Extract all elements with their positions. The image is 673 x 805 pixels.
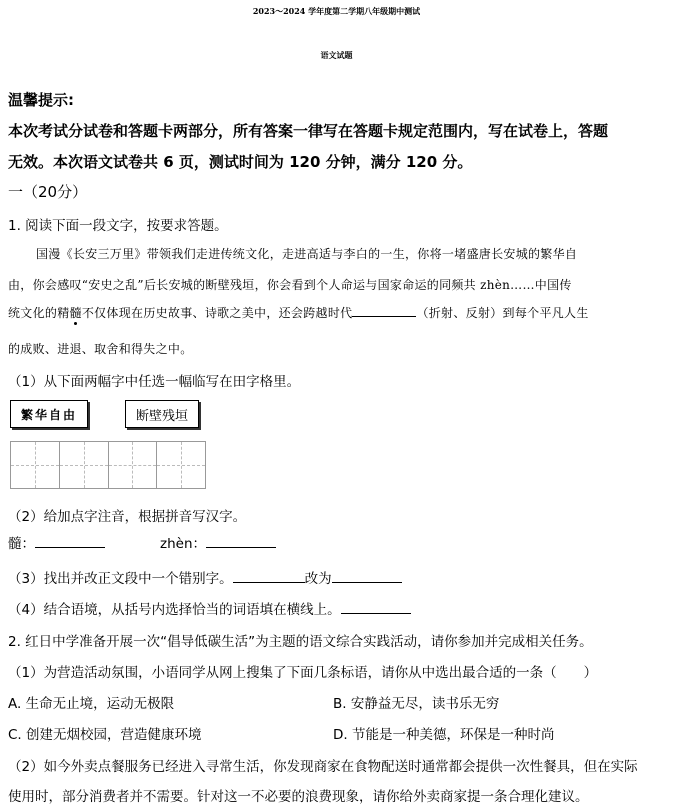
answer-blank-correct-char[interactable] bbox=[332, 569, 402, 583]
passage-line-3 bbox=[8, 303, 589, 321]
dotted-character: 髓 bbox=[69, 306, 82, 320]
calligraphy-sample-2: 断壁残垣 bbox=[125, 400, 199, 428]
passage-answer-blank[interactable] bbox=[352, 303, 416, 317]
answer-blank-word[interactable] bbox=[341, 600, 411, 614]
exam-subtitle: 语文试题 bbox=[320, 50, 353, 60]
q1-sub1-text: （1）从下面两幅字中任选一幅临写在田字格里。 bbox=[8, 374, 301, 390]
notice-heading: 温馨提示: bbox=[8, 91, 74, 109]
answer-blank-sui[interactable] bbox=[35, 534, 105, 548]
grid-cell[interactable] bbox=[60, 442, 109, 488]
grid-cell[interactable] bbox=[11, 442, 60, 488]
option-a[interactable]: A. 生命无止境，运动无极限 bbox=[8, 696, 175, 712]
q2-sub2-line-2: 使用时，部分消费者并不需要。针对这一不必要的浪费现象，请你给外卖商家提一条合理化建议。 bbox=[8, 789, 589, 805]
option-b[interactable]: B. 安静益无尽，读书乐无穷 bbox=[333, 696, 500, 712]
q1-sub4-text: （4）结合语境，从括号内选择恰当的词语填在横线上。 bbox=[8, 602, 341, 618]
passage-line-4: 的成败、进退、取舍和得失之中。 bbox=[8, 342, 193, 356]
passage-line-1: 国漫《长安三万里》带领我们走进传统文化，走进高适与李白的一生，你将一堵盛唐长安城的繁华自 bbox=[36, 247, 578, 261]
grid-cell[interactable] bbox=[157, 442, 205, 488]
tianzige-grid[interactable] bbox=[10, 441, 206, 489]
calligraphy-sample-1: 繁华自由 bbox=[10, 400, 88, 428]
q2-sub2-line-1: （2）如今外卖点餐服务已经进入寻常生活，你发现商家在食物配送时通常都会提供一次性餐具，但在实际 bbox=[8, 759, 638, 775]
q1-sub3-text: （3）找出并改正文段中一个错别字。 bbox=[8, 571, 233, 587]
answer-blank-wrong-char[interactable] bbox=[233, 569, 305, 583]
option-c[interactable]: C. 创建无烟校园，营造健康环境 bbox=[8, 727, 202, 743]
q1-sub4 bbox=[8, 598, 411, 618]
q1-sub3-mid: 改为 bbox=[304, 571, 332, 587]
notice-line-1: 本次考试分试卷和答题卡两部分，所有答案一律写在答题卡规定范围内，写在试卷上，答题 bbox=[8, 122, 609, 140]
q2-sub1-text: （1）为营造活动氛围，小语同学从网上搜集了下面几条标语，请你从中选出最合适的一条（ ） bbox=[8, 665, 598, 681]
answer-blank-zhen[interactable] bbox=[206, 534, 276, 548]
label-sui: 髓： bbox=[8, 536, 35, 552]
q2-prompt: 2. 红日中学准备开展一次“倡导低碳生活”为主题的语文综合实践活动，请你参加并完成相关任务。 bbox=[8, 634, 593, 650]
passage-line-3-mid: 不仅体现在历史故事、诗歌之美中，还会跨越时代 bbox=[81, 306, 353, 320]
option-d[interactable]: D. 节能是一种美德，环保是一种时尚 bbox=[333, 727, 555, 743]
notice-line-2: 无效。本次语文试卷共 6 页，测试时间为 120 分钟，满分 120 分。 bbox=[8, 153, 473, 171]
label-zhen: zhèn： bbox=[160, 536, 207, 552]
q1-sub3 bbox=[8, 567, 402, 587]
passage-line-2: 由，你会感叹“安史之乱”后长安城的断壁残垣，你会看到个人命运与国家命运的同频共 zhèn……中国传 bbox=[8, 278, 572, 292]
passage-line-3-end: （折射、反射）到每个平凡人生 bbox=[416, 306, 589, 320]
grid-cell[interactable] bbox=[109, 442, 158, 488]
q1-sub2-text: （2）给加点字注音，根据拼音写汉字。 bbox=[8, 509, 247, 525]
passage-line-3-start: 统文化的精 bbox=[8, 306, 70, 320]
q1-sub2-answers bbox=[8, 532, 276, 552]
q1-prompt: 1. 阅读下面一段文字，按要求答题。 bbox=[8, 218, 228, 234]
section-heading: 一（20分） bbox=[8, 183, 88, 201]
exam-title: 2023～2024 学年度第二学期八年级期中测试 bbox=[252, 6, 421, 16]
